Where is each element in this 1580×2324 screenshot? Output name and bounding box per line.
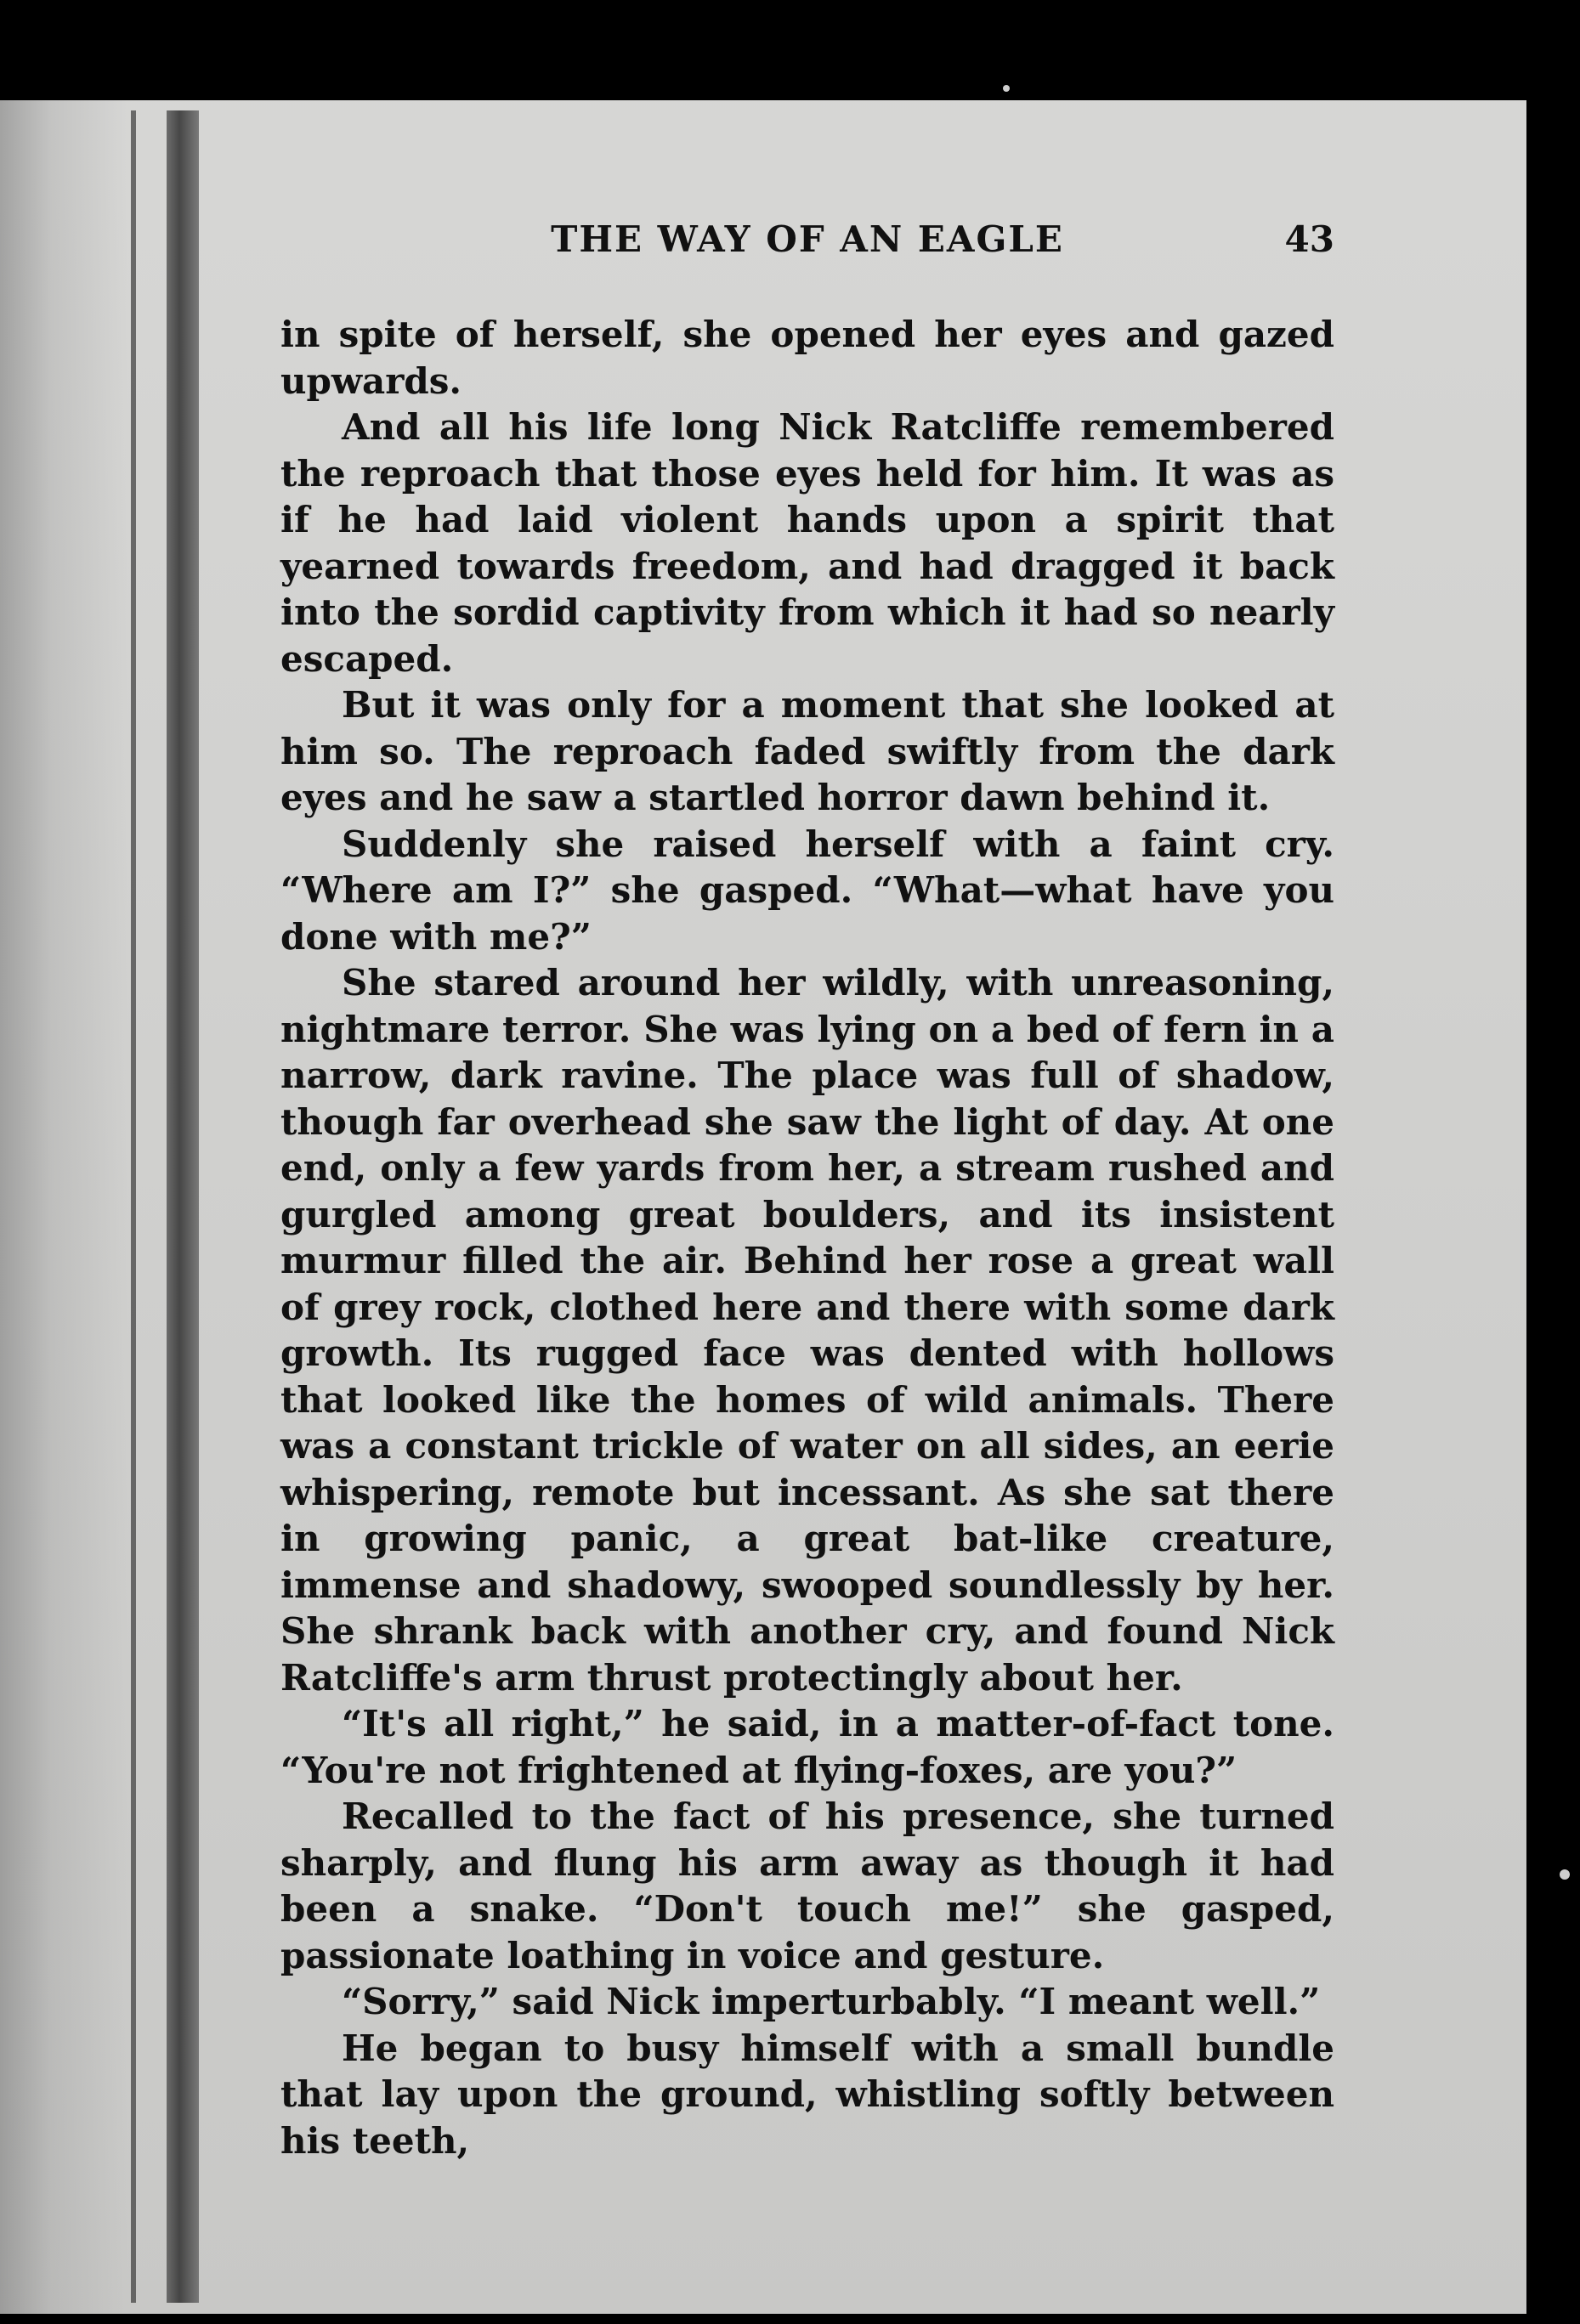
page-text xyxy=(280,217,1334,2164)
dust-speck xyxy=(1560,1869,1570,1880)
dust-speck xyxy=(1003,85,1010,92)
paragraph: And all his life long Nick Ratcliffe remembered the reproach that those eyes held for him. It was as if he had laid violent hands upon a spirit that yearned towards freedom, and had dragged it back into the sordid captivity from which it had so nearly escaped. xyxy=(280,406,1334,680)
paragraph: Recalled to the fact of his presence, she turned sharply, and flung his arm away as though it had been a snake. “Don't touch me!” she gasped, passionate loathing in voice and gesture. xyxy=(280,1795,1334,1976)
running-title: THE WAY OF AN EAGLE xyxy=(551,218,1064,260)
paragraph: Suddenly she raised herself with a faint cry. “Where am I?” she gasped. “What—what have you done with me?” xyxy=(280,823,1334,958)
paragraph: “Sorry,” said Nick imperturbably. “I meant well.” xyxy=(342,1981,1321,2022)
paragraph: “It's all right,” he said, in a matter-of-fact tone. “You're not frightened at flying-foxes, are you?” xyxy=(280,1703,1334,1791)
paragraph: She stared around her wildly, with unreasoning, nightmare terror. She was lying on a bed of fern in a narrow, dark ravine. The place was full of shadow, though far overhead she saw the light of day. At one end, only a few yards from her, a stream rushed and gurgled among great boulders, and its insistent murmur filled the air. Behind her rose a great wall of grey rock, clothed here and there with some dark growth. Its rugged face was dented with hollows that looked like the homes of wild animals. There was a constant trickle of water on all sides, an eerie whispering, remote but incessant. As she sat there in growing panic, a great bat-like creature, immense and shadowy, swooped soundlessly by her. She shrank back with another cry, and found Nick Ratcliffe's arm thrust protectingly about her. xyxy=(280,962,1334,1699)
paragraph: But it was only for a moment that she looked at him so. The reproach faded swiftly from the dark eyes and he saw a startled horror dawn behind it. xyxy=(280,684,1334,818)
paragraph: in spite of herself, she opened her eyes and gazed upwards. xyxy=(280,314,1334,402)
paragraph: He began to busy himself with a small bundle that lay upon the ground, whistling softly between his teeth, xyxy=(280,2027,1334,2162)
page-number: 43 xyxy=(1284,218,1334,260)
gutter-line xyxy=(131,110,136,2303)
book-spine xyxy=(167,110,199,2303)
running-head xyxy=(280,217,1334,268)
